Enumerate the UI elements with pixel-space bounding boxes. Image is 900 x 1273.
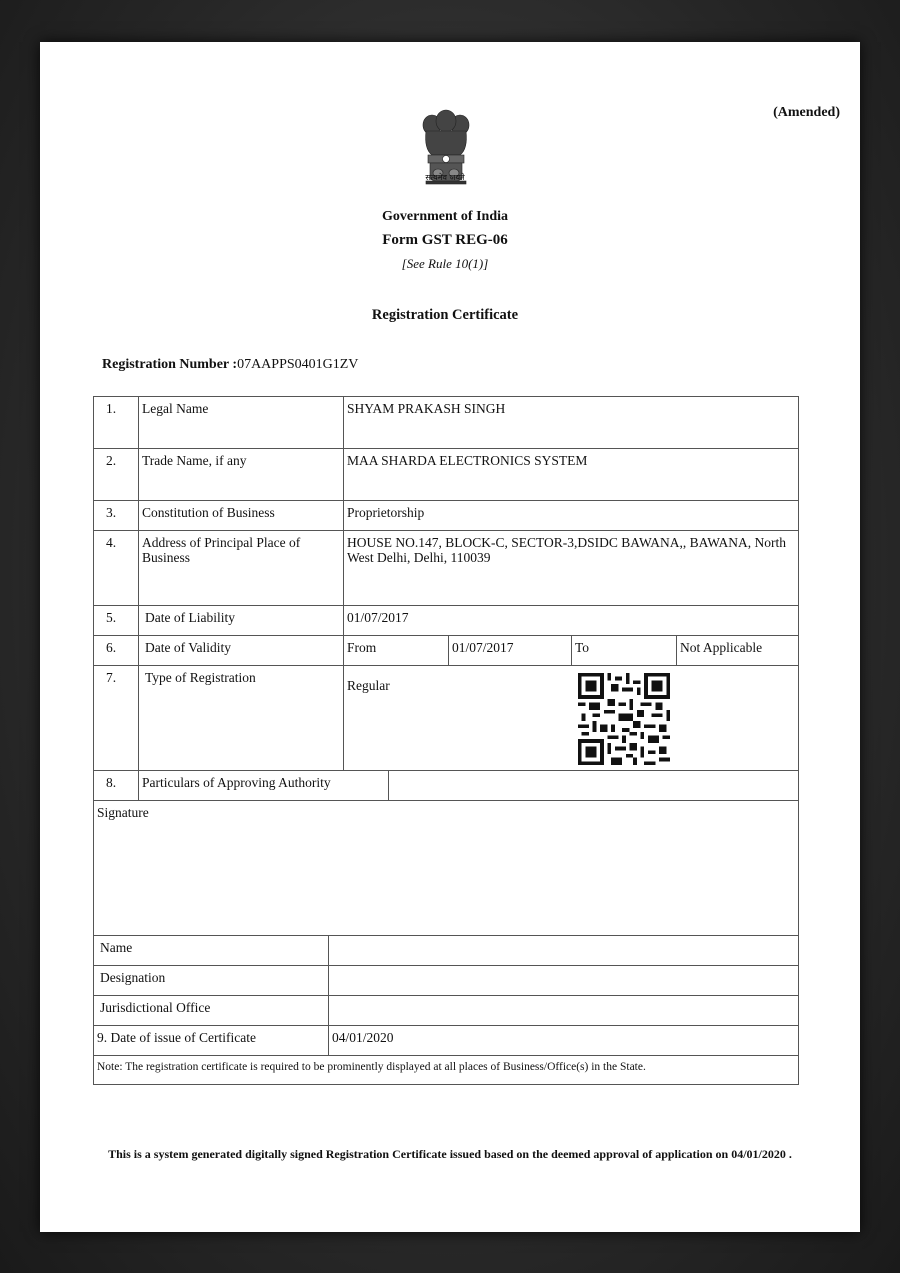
approving-authority-label: Particulars of Approving Authority (138, 770, 389, 801)
validity-from-label: From (343, 635, 449, 666)
registration-number-label: Registration Number : (102, 357, 238, 372)
registration-type-label: Type of Registration (138, 665, 344, 771)
row-8-number: 8. (93, 770, 139, 801)
validity-to-value: Not Applicable (676, 635, 799, 666)
issue-date-value: 04/01/2020 (328, 1025, 799, 1056)
footer-statement: This is a system generated digitally signed Registration Certificate issued based on the deemed approval of application on 04/01/2020 . (108, 1147, 792, 1161)
jurisdiction-value (328, 995, 799, 1026)
registration-number-line (102, 357, 358, 373)
trade-name-label: Trade Name, if any (138, 448, 344, 501)
address-value: HOUSE NO.147, BLOCK-C, SECTOR-3,DSIDC BAWANA,, BAWANA, North West Delhi, Delhi, 110039 (343, 530, 799, 606)
form-heading: Form GST REG-06 (382, 232, 508, 248)
validity-from-value: 01/07/2017 (448, 635, 572, 666)
name-value (328, 935, 799, 966)
certificate-page (40, 42, 860, 1232)
constitution-value: Proprietorship (343, 500, 799, 531)
registration-number: 07AAPPS0401G1ZV (237, 357, 359, 372)
row-5-number: 5. (93, 605, 139, 636)
legal-name-label: Legal Name (138, 396, 344, 449)
amended-label: (Amended) (773, 105, 840, 120)
designation-value (328, 965, 799, 996)
constitution-label: Constitution of Business (138, 500, 344, 531)
qr-code-icon (578, 673, 670, 765)
designation-label: Designation (93, 965, 329, 996)
approving-authority-value (388, 770, 799, 801)
row-6-number: 6. (93, 635, 139, 666)
issue-date-label: 9. Date of issue of Certificate (93, 1025, 329, 1056)
liability-label: Date of Liability (138, 605, 344, 636)
signature-label: Signature (97, 805, 149, 820)
liability-value: 01/07/2017 (343, 605, 799, 636)
validity-to-label: To (571, 635, 677, 666)
national-emblem-icon (418, 92, 474, 212)
legal-name-value: SHYAM PRAKASH SINGH (343, 396, 799, 449)
certificate-title: Registration Certificate (371, 307, 519, 323)
row-3-number: 3. (93, 500, 139, 531)
emblem-motto: सत्यमेव जयते (425, 173, 465, 182)
row-2-number: 2. (93, 448, 139, 501)
validity-label: Date of Validity (138, 635, 344, 666)
note-text: Note: The registration certificate is required to be prominently displayed at all places of Business/Office(s) in the State. (93, 1055, 799, 1085)
registration-type-value: Regular (343, 665, 799, 771)
signature-box (93, 800, 799, 936)
name-label: Name (93, 935, 329, 966)
row-7-number: 7. (93, 665, 139, 771)
jurisdiction-label: Jurisdictional Office (93, 995, 329, 1026)
row-4-number: 4. (93, 530, 139, 606)
rule-reference: [See Rule 10(1)] (401, 256, 489, 271)
row-1-number: 1. (93, 396, 139, 449)
trade-name-value: MAA SHARDA ELECTRONICS SYSTEM (343, 448, 799, 501)
government-heading: Government of India (382, 209, 508, 224)
address-label: Address of Principal Place of Business (138, 530, 344, 606)
